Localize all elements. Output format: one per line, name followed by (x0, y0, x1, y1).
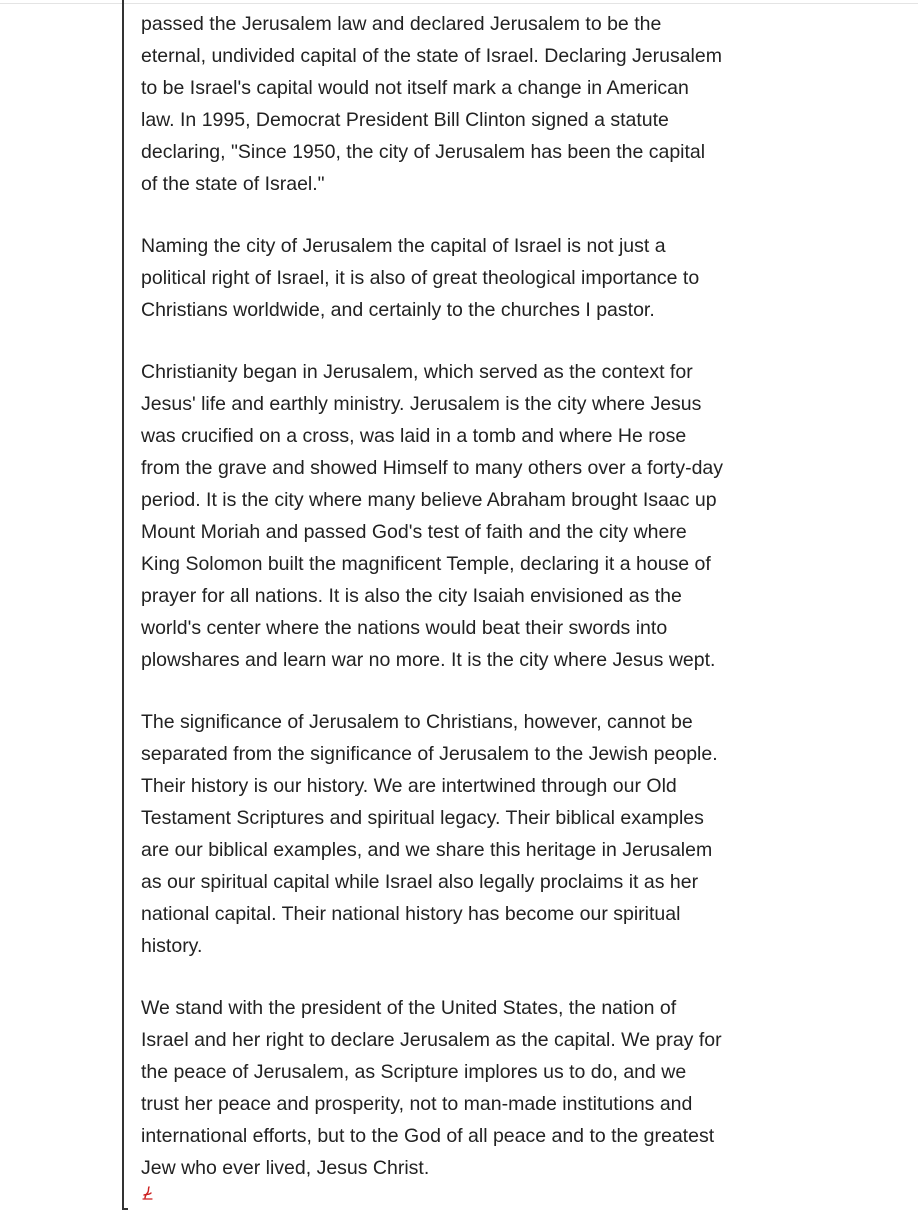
article-body (141, 8, 751, 1184)
blockquote-bar-foot (122, 1208, 128, 1210)
paragraph-we-stand: We stand with the president of the United States, the nation of Israel and her right to declare Jerusalem as the capital. We pray for the peace of Jerusalem, as Scripture implores us to do, and we trust her peace and prosperity, not to man-made institutions and international efforts, but to the God of all peace and to the greatest Jew who ever lived, Jesus Christ. (141, 997, 722, 1179)
top-divider (0, 3, 918, 4)
blockquote-bar (122, 0, 124, 1210)
end-of-article-icon (141, 1186, 155, 1200)
paragraph-theological-importance: Naming the city of Jerusalem the capital of Israel is not just a political right of Israel, it is also of great theological importance to Christians worldwide, and certainly to the churches I pastor. (141, 235, 700, 321)
paragraph-significance: The significance of Jerusalem to Christians, however, cannot be separated from the significance of Jerusalem to the Jewish people. Their history is our history. We are intertwined through our Old Testament Scriptures and spiritual legacy. Their biblical examples are our biblical examples, and we share this heritage in Jerusalem as our spiritual capital while Israel also legally proclaims it as her national capital. Their national history has become our spiritual history. (141, 711, 718, 957)
paragraph-christianity-began: Christianity began in Jerusalem, which served as the context for Jesus' life and earthly ministry. Jerusalem is the city where Jesus was crucified on a cross, was laid in a tomb and where He rose from the grave and showed Himself to many others over a forty-day period. It is the city where many believe Abraham brought Isaac up Mount Moriah and passed God's test of faith and the city where King Solomon built the magnificent Temple, declaring it a house of prayer for all nations. It is also the city Isaiah envisioned as the world's center where the nations would beat their swords into plowshares and learn war no more. It is the city where Jesus wept. (141, 361, 724, 671)
paragraph-jerusalem-law: passed the Jerusalem law and declared Jerusalem to be the eternal, undivided capital of the state of Israel. Declaring Jerusalem to be Israel's capital would not itself mark a change in American law. In 1995, Democrat President Bill Clinton signed a statute declaring, "Since 1950, the city of Jerusalem has been the capital of the state of Israel." (141, 13, 722, 195)
